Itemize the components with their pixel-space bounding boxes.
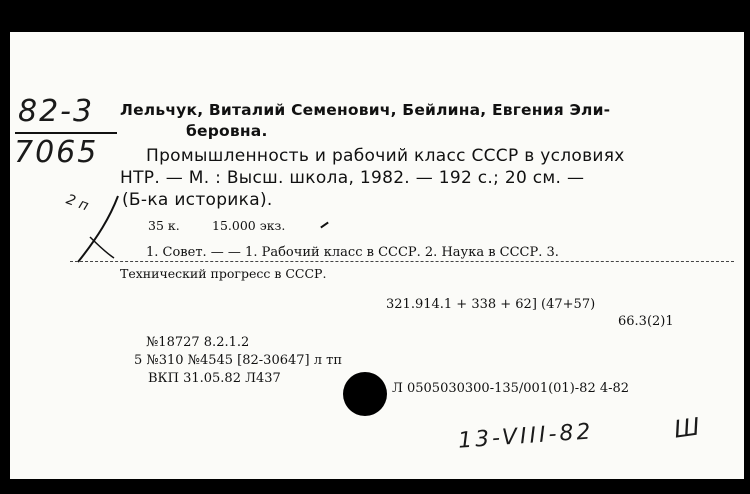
call-number-top: 82-3 <box>18 94 95 129</box>
isbn-code: Л 0505030300-135/001(01)-82 4-82 <box>392 381 630 396</box>
classification-sub: 66.3(2)1 <box>618 314 674 329</box>
title-line-3: (Б-ка историка). <box>122 190 273 210</box>
handwritten-margin-note: 2 п <box>63 191 91 215</box>
pencil-tick-mark <box>320 222 329 229</box>
price: 35 к. <box>148 218 180 233</box>
handwritten-date: 13-VIII-82 <box>457 419 595 454</box>
order-number: №18727 8.2.1.2 <box>146 335 250 350</box>
author-line-1: Лельчук, Виталий Семенович, Бейлина, Евгения Эли- <box>120 101 611 119</box>
title-line-1: Промышленность и рабочий класс СССР в условиях <box>146 146 625 166</box>
subjects-line-1: 1. Совет. — — 1. Рабочий класс в СССР. 2. Наука в СССР. 3. <box>146 245 559 260</box>
title-line-2: НТР. — М. : Высш. школа, 1982. — 192 с.; 20 см. — <box>120 168 585 188</box>
handwritten-initials: Ш <box>672 412 702 444</box>
print-run: 15.000 экз. <box>212 218 286 233</box>
author-line-2: беровна. <box>186 122 268 140</box>
call-number-divider <box>15 132 117 134</box>
catalog-card <box>10 32 744 479</box>
vkp-info: ВКП 31.05.82 Л437 <box>148 371 281 386</box>
classification-main: 321.914.1 + 338 + 62] (47+57) <box>386 297 596 312</box>
punch-hole <box>343 372 387 416</box>
distribution-info: 5 №310 №4545 [82-30647] л тп <box>134 353 342 368</box>
call-number-bottom: 7065 <box>14 135 99 170</box>
handwritten-slash-mark <box>70 192 130 272</box>
subjects-line-2: Технический прогресс в СССР. <box>120 266 327 281</box>
separator-line <box>70 261 734 262</box>
